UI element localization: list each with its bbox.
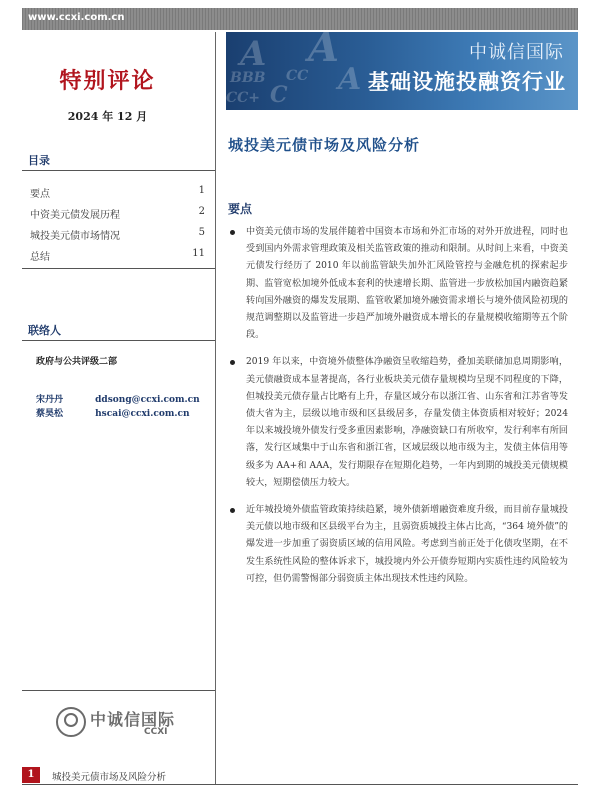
logo-rule (22, 690, 215, 691)
toc-item[interactable] (30, 224, 205, 245)
banner-decoration: C (270, 82, 288, 108)
keypoint-text: 2019 年以来，中资境外债整体净融资呈收缩趋势，叠加美联储加息周期影响，美元债融资成本显著提高，各行业板块美元债存量规模均呈现不同程度的下降，但城投美元债存量占比略有上升，存量区域分布以浙江省、山东省和江苏省等发债大省为主，层级以地市级和区县级居多，存量发债主体资质相对较好；2024 年以来城投境外债发行受多重因素影响，净融资缺口有所收窄，发行利率有所回落，发行区域集中于山东省和浙江省，区域层级以地市级为主，发债主体信用等级多为 AA+和 AAA，发行期限存在短期化趋势，一年内到期的城投美元债规模较大，短期偿债压力较大。 (246, 357, 568, 488)
toc-item-label: 中资美元债发展历程 (30, 210, 120, 221)
bullet-dot-icon (230, 230, 235, 235)
banner-decoration: A (338, 62, 362, 97)
bullet-dot-icon (230, 508, 235, 513)
logo-text-en: CCXI (144, 727, 168, 737)
banner-decoration: BBB (230, 70, 266, 86)
toc-item-page: 1 (198, 185, 205, 196)
toc-bottom-rule (22, 268, 215, 269)
toc-item[interactable] (30, 182, 205, 203)
keypoint-item (228, 502, 568, 588)
toc-item-page: 11 (192, 248, 205, 259)
department-name: 政府与公共评级二部 (36, 357, 118, 367)
logo-ring-inner-icon (64, 713, 78, 727)
contact-email[interactable]: hscai@ccxi.com.cn (95, 409, 190, 419)
contact-name: 蔡昊松 (36, 409, 64, 419)
company-logo (56, 705, 176, 739)
report-type: 特别评论 (59, 68, 156, 94)
bullet-dot-icon (230, 360, 235, 365)
contact-row (36, 406, 190, 419)
toc-item-page: 5 (198, 227, 205, 238)
toc-item[interactable] (30, 245, 205, 266)
keypoint-text: 近年城投境外债监管政策持续趋紧，境外债新增融资难度升级，而目前存量城投美元债以地市级和区县级平台为主，且弱资质城投主体占比高，“364 境外债”的爆发进一步加重了弱资质区域的信用风险。考虑到当前正处于化债攻坚期，在不发生系统性风险的整体诉求下，城投境内外公开债券短期内实质性违约风险较为可控，但仍需警惕部分弱资质主体出现技术性违约风险。 (246, 505, 568, 584)
banner-decoration: A (240, 34, 267, 74)
footer-rule (22, 784, 578, 785)
contact-name: 宋丹丹 (36, 395, 64, 405)
toc-item-page: 2 (198, 206, 205, 217)
keypoints-list (228, 224, 568, 598)
header-banner (226, 32, 578, 110)
toc-rule (22, 170, 215, 171)
toc-item-label: 城投美元债市场情况 (30, 231, 120, 242)
report-date: 2024 年 12 月 (67, 110, 148, 123)
keypoints-heading: 要点 (228, 202, 253, 216)
keypoint-item (228, 354, 568, 492)
top-bar (22, 8, 578, 30)
page-number: 1 (22, 767, 40, 783)
toc-heading: 目录 (28, 154, 50, 167)
banner-company: 中诚信国际 (469, 42, 564, 63)
contacts-heading: 联络人 (28, 324, 61, 337)
keypoint-item (228, 224, 568, 344)
toc-item[interactable] (30, 203, 205, 224)
contact-row (36, 392, 200, 405)
document-title: 城投美元债市场及风险分析 (228, 136, 421, 154)
footer-title: 城投美元债市场及风险分析 (52, 772, 167, 783)
table-of-contents (30, 182, 205, 266)
banner-decoration: CC+ (226, 90, 261, 106)
site-url[interactable]: www.ccxi.com.cn (28, 12, 125, 23)
banner-decoration: CC (286, 68, 309, 84)
banner-decoration: A (308, 32, 340, 71)
toc-item-label: 总结 (30, 252, 50, 263)
contacts-rule (22, 340, 215, 341)
sidebar-divider (215, 32, 216, 784)
logo-text-cn: 中诚信国际 (90, 710, 176, 729)
contact-email[interactable]: ddsong@ccxi.com.cn (95, 395, 200, 405)
banner-industry: 基础设施投融资行业 (368, 69, 566, 94)
toc-item-label: 要点 (30, 189, 50, 200)
keypoint-text: 中资美元债市场的发展伴随着中国资本市场和外汇市场的对外开放进程，同时也受到国内外需求管理政策及相关监管政策的推动和限制。从时间上来看，中资美元债发行经历了 2010 年以前监管缺失加外汇风险管控与金融危机的探索起步期、监管宽松加境外低成本套利的快速增长期、监管进一步放松加国内融资趋紧转向国外融资的爆发发展期、监管收紧加境外融资需求增长与境外债风险初现的规范调整期以及监管进一步趋严加境外融资成本增长的存量规模收缩期等五个阶段。 (246, 227, 568, 341)
